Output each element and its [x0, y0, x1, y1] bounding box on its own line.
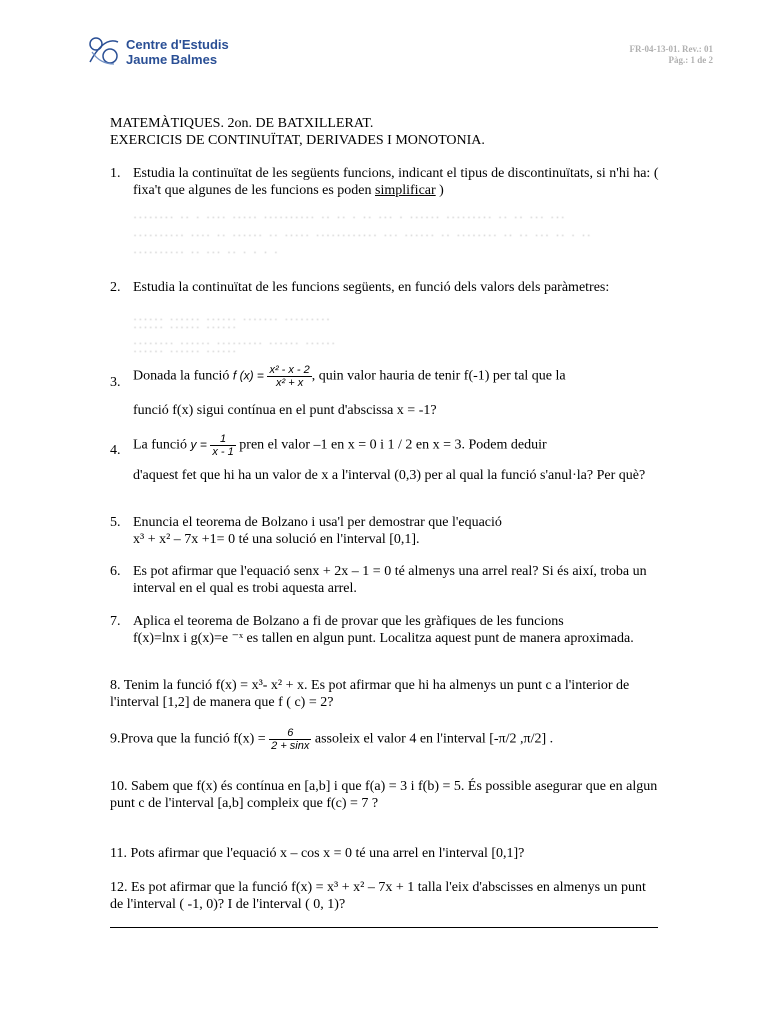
exercise-text	[133, 165, 661, 199]
exercise-text-line-1: Aplica el teorema de Bolzano a fi de provar que les gràfiques de les funcions	[133, 614, 564, 629]
exercise-4-text: La funció	[133, 437, 191, 453]
fraction	[269, 727, 311, 752]
formula-line: ······ ······ ······ ······· ·········	[133, 316, 332, 324]
exercise-number: 6.	[110, 564, 121, 579]
formula-line: ······ ······ ······	[133, 324, 238, 332]
exercise-9-text-end: assoleix el valor 4 en l'interval [-π/2 ,π/2] .	[311, 731, 554, 747]
logo-name	[126, 37, 229, 67]
exercise-1-text-end: )	[435, 183, 444, 198]
exercise-text-line-2: funció f(x) sigui contínua en el punt d'abscissa x = -1?	[133, 403, 437, 418]
exercise-text: Estudia la continuïtat de les funcions següents, en funció dels valors dels paràmetres:	[133, 280, 610, 295]
title-line-2: EXERCICIS DE CONTINUÏTAT, DERIVADES I MONOTONIA.	[110, 133, 485, 148]
simplify-link: simplificar	[375, 183, 436, 198]
title-line-1: MATEMÀTIQUES. 2on. DE BATXILLERAT.	[110, 116, 374, 131]
exercise-12: 12. Es pot afirmar que la funció f(x) = x³ + x² – 7x + 1 talla l'eix d'abscisses en almenys un punt de l'interval ( -1, 0)? I de l'interval ( 0, 1)?	[110, 880, 646, 912]
page-number: Pàg.: 1 de 2	[668, 55, 713, 65]
exercise-number: 1.	[110, 166, 121, 181]
exercise-text	[133, 613, 661, 647]
exercise-text-line-2: f(x)=lnx i g(x)=e ⁻ˣ es tallen en algun punt. Localitza aquest punt de manera aproximada.	[133, 631, 634, 646]
exercise-text-line-1: Enuncia el teorema de Bolzano i usa'l per demostrar que l'equació	[133, 515, 502, 530]
exercise-number: 5.	[110, 515, 121, 530]
divider	[110, 927, 658, 928]
fraction-numerator: 6	[287, 727, 294, 739]
document-reference	[630, 44, 713, 66]
formula-line: ······ ······ ······	[133, 348, 238, 356]
exercise-number: 7.	[110, 614, 121, 629]
page-title	[110, 115, 485, 149]
exercise-10: 10. Sabem que f(x) és contínua en [a,b] i que f(a) = 3 i f(b) = 5. És possible asegurar que en algun punt c de l'interval [a,b] compleix que f(c) = 7 ?	[110, 779, 658, 811]
exercise-8: 8. Tenim la funció f(x) = x³- x² + x. Es pot afirmar que hi ha almenys un punt c a l'interior de l'interval [1,2] de manera que f ( c) = 2?	[110, 678, 630, 710]
exercise-1-text: Estudia la continuïtat de les següents funcions, indicant el tipus de discontinuïtats, si n'hi ha: ( fixa't que algunes de les funcions es poden	[133, 166, 659, 198]
function-name: f (x) =	[232, 368, 264, 383]
exercise-text-line-2: x³ + x² – 7x +1= 0 té una solució en l'interval [0,1].	[133, 532, 420, 547]
exercise-number: 3.	[110, 375, 121, 390]
formula-line: ········ ······ ········· ······ ······	[133, 340, 337, 348]
exercise-11: 11. Pots afirmar que l'equació x – cos x = 0 té una arrel en l'interval [0,1]?	[110, 846, 525, 861]
logo-line-2: Jaume Balmes	[126, 52, 218, 67]
exercise-text	[133, 364, 661, 389]
fraction-denominator: x - 1	[212, 446, 234, 458]
exercise-text-line-2: d'aquest fet que hi ha un valor de x a l'interval (0,3) per al qual la funció s'anul·la? Per què?	[133, 468, 646, 483]
exercise-4-text-end: pren el valor –1 en x = 0 i 1 / 2 en x = 3. Podem deduir	[235, 437, 547, 453]
formula-line: ·········· ···· ·· ······ ·· ····· ············ ··· ······ ·· ········ ·· ·· ··· ·· · ··	[133, 232, 592, 240]
exercise-number: 2.	[110, 280, 121, 295]
exercise-9	[110, 727, 670, 752]
exercise-text: Es pot afirmar que l'equació senx + 2x – 1 = 0 té almenys una arrel real? Si és així, troba un interval en el qual es trobi aquesta arrel.	[133, 564, 647, 596]
function-name: y =	[190, 437, 207, 452]
fraction-denominator: 2 + sinx	[271, 740, 310, 752]
formula-line: ·········· ·· ··· ·· · · · ·	[133, 249, 280, 257]
exercise-9-text: 9.Prova que la funció f(x) =	[110, 731, 270, 747]
fraction	[267, 364, 311, 389]
logo-emblem-icon	[86, 34, 122, 68]
fraction-numerator: x² - x - 2	[269, 364, 310, 376]
logo-line-1: Centre d'Estudis	[126, 37, 229, 52]
fraction-numerator: 1	[220, 433, 227, 445]
exercise-number: 4.	[110, 443, 121, 458]
exercise-text	[133, 433, 661, 458]
exercise-3-text: Donada la funció	[133, 368, 233, 384]
formula-line: ········ ·· · ···· ····· ·········· ·· ·· · ·· ··· · ······ ········· ·· ·· ··· ···	[133, 214, 566, 222]
fraction-denominator: x² + x	[267, 376, 311, 389]
revision-code: FR-04-13-01. Rev.: 01	[629, 44, 713, 54]
logo	[86, 34, 122, 68]
exercise-text	[133, 514, 661, 548]
fraction	[210, 433, 235, 458]
exercise-3-text-end: , quin valor hauria de tenir f(-1) per tal que la	[311, 368, 566, 384]
